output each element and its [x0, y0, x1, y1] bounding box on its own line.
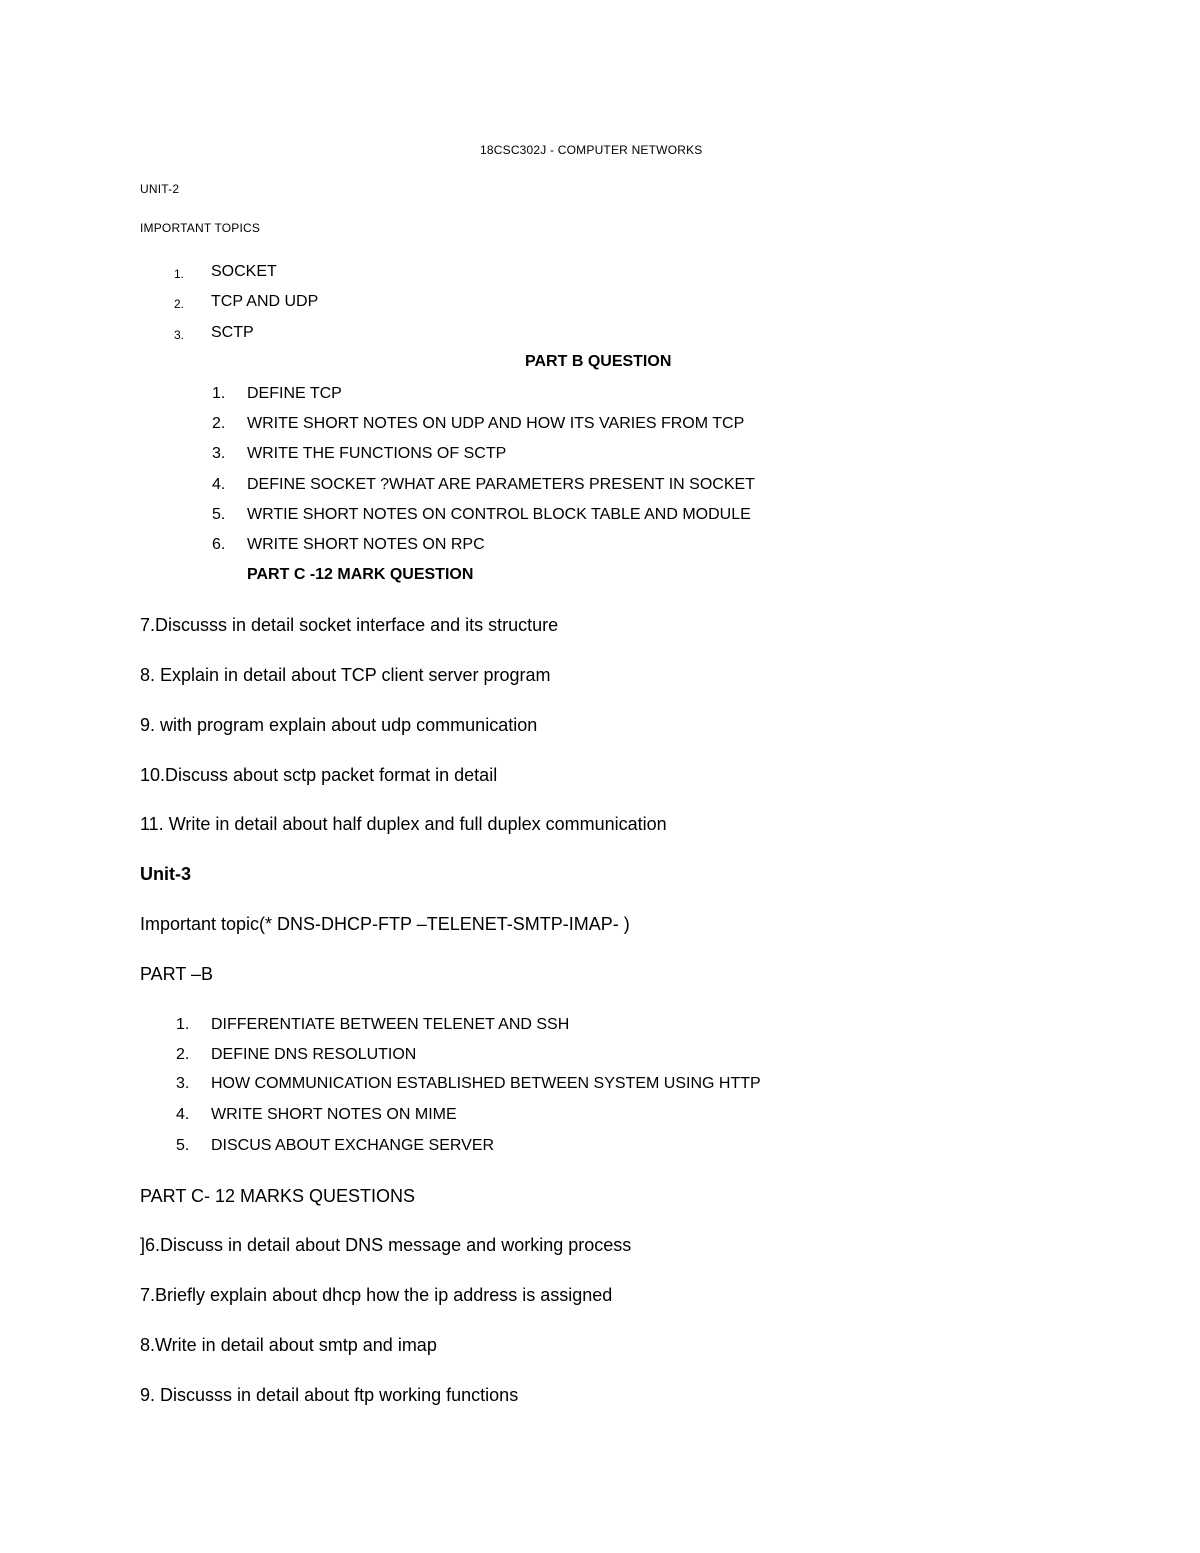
list-number: 9. [140, 1385, 156, 1405]
list-item [140, 616, 558, 634]
unit2-part-c-heading: PART C -12 MARK QUESTION [247, 566, 474, 583]
list-number: 2. [212, 415, 226, 432]
list-item [140, 1386, 518, 1404]
unit2-label: UNIT-2 [140, 182, 180, 196]
list-text: Discusss in detail about ftp working functions [155, 1385, 519, 1405]
list-number: 5. [176, 1137, 190, 1154]
list-number: 8. [140, 665, 156, 685]
list-text: Write in detail about smtp and imap [155, 1335, 437, 1355]
list-number: 4. [212, 476, 226, 493]
unit3-label: Unit-3 [140, 864, 191, 884]
list-text: SOCKET [211, 263, 277, 280]
list-number: 3. [212, 445, 226, 462]
list-number: 1. [212, 385, 226, 402]
list-text: WRITE THE FUNCTIONS OF SCTP [247, 445, 507, 462]
list-number: 8. [140, 1335, 156, 1355]
list-number: 3. [174, 328, 185, 342]
list-number: 1. [176, 1016, 190, 1033]
list-number: 6. [212, 536, 226, 553]
list-text: Discuss in detail about DNS message and working process [160, 1235, 632, 1255]
list-text: Discusss in detail socket interface and its structure [155, 615, 559, 635]
list-number: 3. [176, 1075, 190, 1092]
unit2-part-b-heading: PART B QUESTION [525, 353, 672, 370]
list-text: HOW COMMUNICATION ESTABLISHED BETWEEN SYSTEM USING HTTP [211, 1075, 761, 1092]
list-text: with program explain about udp communication [155, 715, 538, 735]
list-number: 9. [140, 715, 156, 735]
list-number: 7. [140, 1285, 156, 1305]
list-text: SCTP [211, 324, 254, 341]
list-text: WRTIE SHORT NOTES ON CONTROL BLOCK TABLE AND MODULE [247, 506, 751, 523]
list-number: 1. [174, 267, 185, 281]
page-title: 18CSC302J - COMPUTER NETWORKS [480, 143, 703, 157]
list-item [140, 766, 497, 784]
unit3-part-b-heading: PART –B [140, 964, 214, 984]
list-text: DEFINE DNS RESOLUTION [211, 1046, 417, 1063]
list-text: WRITE SHORT NOTES ON RPC [247, 536, 485, 553]
list-number: 10. [140, 765, 166, 785]
list-text: Write in detail about half duplex and full duplex communication [163, 814, 667, 834]
list-text: Explain in detail about TCP client server program [155, 665, 551, 685]
list-text: WRITE SHORT NOTES ON UDP AND HOW ITS VARIES FROM TCP [247, 415, 745, 432]
list-item [140, 815, 667, 833]
list-text: DEFINE SOCKET ?WHAT ARE PARAMETERS PRESENT IN SOCKET [247, 476, 755, 493]
list-text: Discuss about sctp packet format in detail [165, 765, 498, 785]
list-text: DEFINE TCP [247, 385, 342, 402]
list-text: TCP AND UDP [211, 293, 319, 310]
list-number: 2. [176, 1046, 190, 1063]
unit3-topics-line: Important topic(* DNS-DHCP-FTP –TELENET-SMTP-IMAP- ) [140, 914, 630, 934]
list-number: 5. [212, 506, 226, 523]
list-item [140, 666, 551, 684]
list-number: ]6. [140, 1235, 161, 1255]
unit3-part-c-heading: PART C- 12 MARKS QUESTIONS [140, 1186, 416, 1206]
list-number: 2. [174, 297, 185, 311]
list-item [140, 1336, 437, 1354]
list-item [140, 1236, 631, 1254]
list-number: 7. [140, 615, 156, 635]
list-text: WRITE SHORT NOTES ON MIME [211, 1106, 457, 1123]
unit2-topics-heading: IMPORTANT TOPICS [140, 221, 261, 235]
list-number: 11. [140, 814, 164, 834]
list-text: Briefly explain about dhcp how the ip address is assigned [155, 1285, 613, 1305]
list-number: 4. [176, 1106, 190, 1123]
list-text: DIFFERENTIATE BETWEEN TELENET AND SSH [211, 1016, 570, 1033]
list-item [140, 716, 537, 734]
list-text: DISCUS ABOUT EXCHANGE SERVER [211, 1137, 495, 1154]
list-item [140, 1286, 612, 1304]
